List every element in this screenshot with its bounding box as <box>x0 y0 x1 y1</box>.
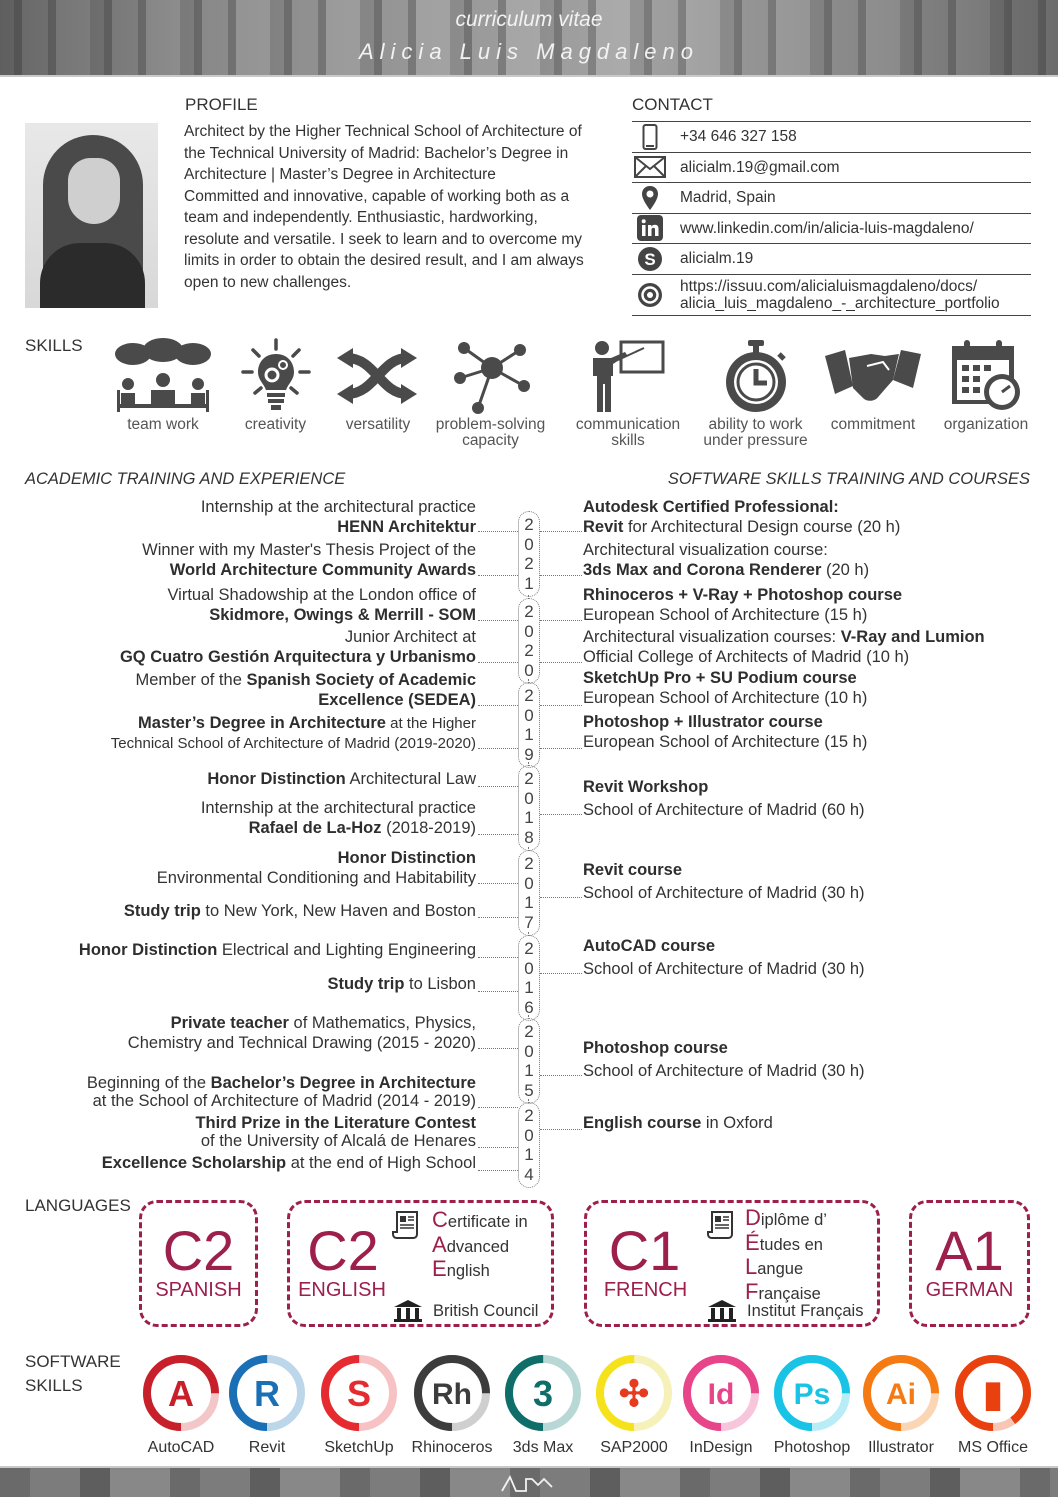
software-skills-title: SOFTWARE SKILLS <box>25 1352 121 1395</box>
course-sketchup-podium: SketchUp Pro + SU Podium course European School of Architecture (10 h) <box>583 669 868 707</box>
course-revit-certified: Autodesk Certified Professional: Revit for Architectural Design course (20 h) <box>583 498 901 536</box>
handshake-icon <box>823 335 923 417</box>
contact-issuu[interactable]: https://issuu.com/alicialuismagdaleno/docs/ alicia_luis_magdaleno_-_architecture_portfolio <box>632 274 1031 316</box>
certificate-icon <box>391 1208 423 1245</box>
academic-item-honor-law: Honor Distinction Architectural Law <box>207 770 476 788</box>
team-work-icon <box>108 335 218 417</box>
svg-text:S: S <box>346 1373 372 1414</box>
software-ring-icon <box>951 1351 1035 1435</box>
academic-item-ny-trip: Study trip to New York, New Haven and Boston <box>123 902 476 920</box>
course-3dsmax-corona: Architectural visualization course: 3ds Max and Corona Renderer (20 h) <box>583 541 870 579</box>
skill-organization: organization <box>936 335 1036 433</box>
software-revit: R Revit <box>222 1351 312 1457</box>
year-2015: 2 0 1 5 <box>518 1018 540 1104</box>
profile-photo <box>25 123 158 308</box>
shuffle-icon <box>333 335 423 417</box>
contact-email[interactable]: alicialm.19@gmail.com <box>632 152 1031 183</box>
academic-item-honor-env: Honor Distinction Environmental Conditioning and Habitability <box>156 849 476 887</box>
software-ring-icon <box>770 1351 854 1435</box>
phone-icon <box>632 123 668 151</box>
software-indesign: Id InDesign <box>676 1351 766 1457</box>
academic-item-lisbon-trip: Study trip to Lisbon <box>327 975 476 993</box>
french-institution: Institut Français <box>707 1299 863 1323</box>
software-ring-icon <box>592 1351 676 1435</box>
svg-text:Ps: Ps <box>793 1378 831 1411</box>
academic-item-wac-awards: Winner with my Master's Thesis Project of the World Architecture Community Awards <box>142 541 476 579</box>
course-autocad: AutoCAD course School of Architecture of Madrid (30 h) <box>583 937 865 978</box>
academic-item-la-hoz: Internship at the architectural practice Rafael de La-Hoz (2018-2019) <box>200 799 476 837</box>
academic-item-bachelors: Beginning of the Bachelor’s Degree in Architecture at the School of Architecture of Madrid (2014 - 2019) <box>86 1074 476 1110</box>
network-icon <box>428 335 553 417</box>
contact-skype[interactable]: S alicialm.19 <box>632 243 1031 274</box>
skype-icon <box>632 245 668 273</box>
svg-text:Id: Id <box>707 1378 735 1411</box>
academic-item-literature-prize: Third Prize in the Literature Contest of the University of Alcalá de Henares <box>195 1114 476 1150</box>
language-french: C1 FRENCH Diplôme d’ Études en Langue Française Institut Français <box>584 1200 880 1327</box>
academic-title: ACADEMIC TRAINING AND EXPERIENCE <box>25 470 346 488</box>
academic-item-honor-electrical: Honor Distinction Electrical and Lighting Engineering <box>78 941 476 959</box>
course-revit-workshop: Revit Workshop School of Architecture of Madrid (60 h) <box>583 778 865 819</box>
svg-text:Ai: Ai <box>886 1378 916 1411</box>
academic-item-som: Virtual Shadowship at the London office of Skidmore, Owings & Merrill - SOM <box>167 586 476 624</box>
mail-icon <box>632 153 668 181</box>
stopwatch-icon <box>698 335 813 417</box>
course-ps-illustrator: Photoshop + Illustrator course European School of Architecture (15 h) <box>583 713 868 751</box>
software-ring-icon <box>410 1351 494 1435</box>
year-2020: 2 0 2 0 <box>518 598 540 684</box>
language-german: A1 GERMAN <box>909 1200 1030 1327</box>
location-icon <box>632 184 668 212</box>
course-photoshop: Photoshop course School of Architecture of Madrid (30 h) <box>583 1039 865 1080</box>
header-banner <box>0 0 1058 77</box>
svg-text:Rh: Rh <box>432 1378 472 1411</box>
document-subtitle: curriculum vitae <box>455 8 603 31</box>
language-spanish: C2 SPANISH <box>139 1200 258 1327</box>
english-certificate: Certificate in Advanced English <box>432 1207 528 1281</box>
software-sketchup: S SketchUp <box>314 1351 404 1457</box>
language-english: C2 ENGLISH Certificate in Advanced English British Council <box>287 1200 554 1327</box>
academic-item-gq-cuatro: Junior Architect at GQ Cuatro Gestión Arquitectura y Urbanismo <box>119 628 476 666</box>
profile-text <box>184 121 594 293</box>
academic-item-excellence-scholarship: Excellence Scholarship at the end of High School <box>101 1154 476 1172</box>
software-ring-icon <box>679 1351 763 1435</box>
year-2021: 2 0 2 1 <box>518 511 540 597</box>
svg-text:R: R <box>254 1373 280 1414</box>
software-3ds-max: 3 3ds Max <box>498 1351 588 1457</box>
skills-title: SKILLS <box>25 336 83 355</box>
course-english-oxford: English course in Oxford <box>583 1114 773 1132</box>
calendar-clock-icon <box>936 335 1036 417</box>
svg-text:S: S <box>644 249 656 269</box>
course-rhino-vray-ps: Rhinoceros + V-Ray + Photoshop course European School of Architecture (15 h) <box>583 586 903 624</box>
academic-item-masters: Master’s Degree in Architecture at the Higher Technical School of Architecture of Madrid (2019-2020) <box>110 714 476 752</box>
languages-title: LANGUAGES <box>25 1196 131 1215</box>
skills-row <box>108 335 1038 460</box>
skill-team-work: team work <box>108 335 218 433</box>
year-2017: 2 0 1 7 <box>518 850 540 936</box>
issuu-icon <box>632 281 668 309</box>
institution-icon <box>393 1299 423 1323</box>
skill-communication: communication skills <box>568 335 688 449</box>
footer-banner <box>0 1466 1058 1497</box>
contact-linkedin[interactable]: www.linkedin.com/in/alicia-luis-magdaleno/ <box>632 213 1031 244</box>
year-2014: 2 0 1 4 <box>518 1102 540 1188</box>
software-autocad: A AutoCAD <box>136 1351 226 1457</box>
contact-list <box>632 121 1031 316</box>
profile-title: PROFILE <box>185 95 258 114</box>
software-illustrator: Ai Illustrator <box>856 1351 946 1457</box>
profile-paragraph-1: Architect by the Higher Technical School of Architecture of the Technical University of Madrid: Bachelor’s Degree in Architecture | Master’s Degree in Architecture <box>184 123 582 183</box>
skill-creativity: creativity <box>233 335 318 433</box>
contact-location: Madrid, Spain <box>632 182 1031 213</box>
software-ring-icon <box>225 1351 309 1435</box>
software-rhinoceros: Rh Rhinoceros <box>407 1351 497 1457</box>
software-ms-office: ▮ MS Office <box>948 1351 1038 1457</box>
skill-pressure: ability to work under pressure <box>698 335 813 449</box>
year-2018: 2 0 1 8 <box>518 765 540 851</box>
software-sap2000: ✣ SAP2000 <box>589 1351 679 1457</box>
software-photoshop: Ps Photoshop <box>767 1351 857 1457</box>
alm-logo-icon <box>500 1473 556 1493</box>
software-ring-icon <box>317 1351 401 1435</box>
presenter-icon <box>568 335 688 417</box>
software-training-title: SOFTWARE SKILLS TRAINING AND COURSES <box>667 470 1030 488</box>
skill-versatility: versatility <box>333 335 423 433</box>
profile-paragraph-2: Committed and innovative, capable of working both as a team and independently. Enthusiastic, hardworking, resolute and versatile. I seek to learn and to overcome my limits in order to obtain the desired result, and I am always open to new challenges. <box>184 187 584 291</box>
person-name: Alicia Luis Magdaleno <box>358 39 700 64</box>
course-vray-lumion: Architectural visualization courses: V-Ray and Lumion Official College of Architects of Madrid (10 h) <box>583 628 985 666</box>
linkedin-icon <box>632 214 668 242</box>
year-2019: 2 0 1 9 <box>518 682 540 768</box>
skill-commitment: commitment <box>823 335 923 433</box>
english-institution: British Council <box>393 1299 538 1323</box>
contact-title: CONTACT <box>632 95 713 114</box>
software-ring-icon <box>139 1351 223 1435</box>
institution-icon <box>707 1299 737 1323</box>
svg-text:3: 3 <box>532 1373 554 1414</box>
academic-item-private-teacher: Private teacher of Mathematics, Physics, Chemistry and Technical Drawing (2015 - 2020) <box>127 1014 476 1052</box>
svg-text:▮: ▮ <box>983 1373 1003 1414</box>
svg-text:A: A <box>168 1373 194 1414</box>
certificate-icon <box>706 1208 738 1245</box>
french-certificate: Diplôme d’ Études en Langue Française <box>745 1205 827 1304</box>
course-revit: Revit course School of Architecture of Madrid (30 h) <box>583 861 865 902</box>
lightbulb-icon <box>233 335 318 417</box>
contact-phone[interactable]: +34 646 327 158 <box>632 121 1031 152</box>
year-2016: 2 0 1 6 <box>518 935 540 1021</box>
skill-problem-solving: problem-solving capacity <box>428 335 553 449</box>
academic-item-henn: Internship at the architectural practice HENN Architektur <box>200 498 476 536</box>
software-ring-icon <box>859 1351 943 1435</box>
software-ring-icon <box>501 1351 585 1435</box>
svg-text:✣: ✣ <box>618 1373 650 1414</box>
academic-item-sedea: Member of the Spanish Society of Academic Excellence (SEDEA) <box>135 671 476 709</box>
